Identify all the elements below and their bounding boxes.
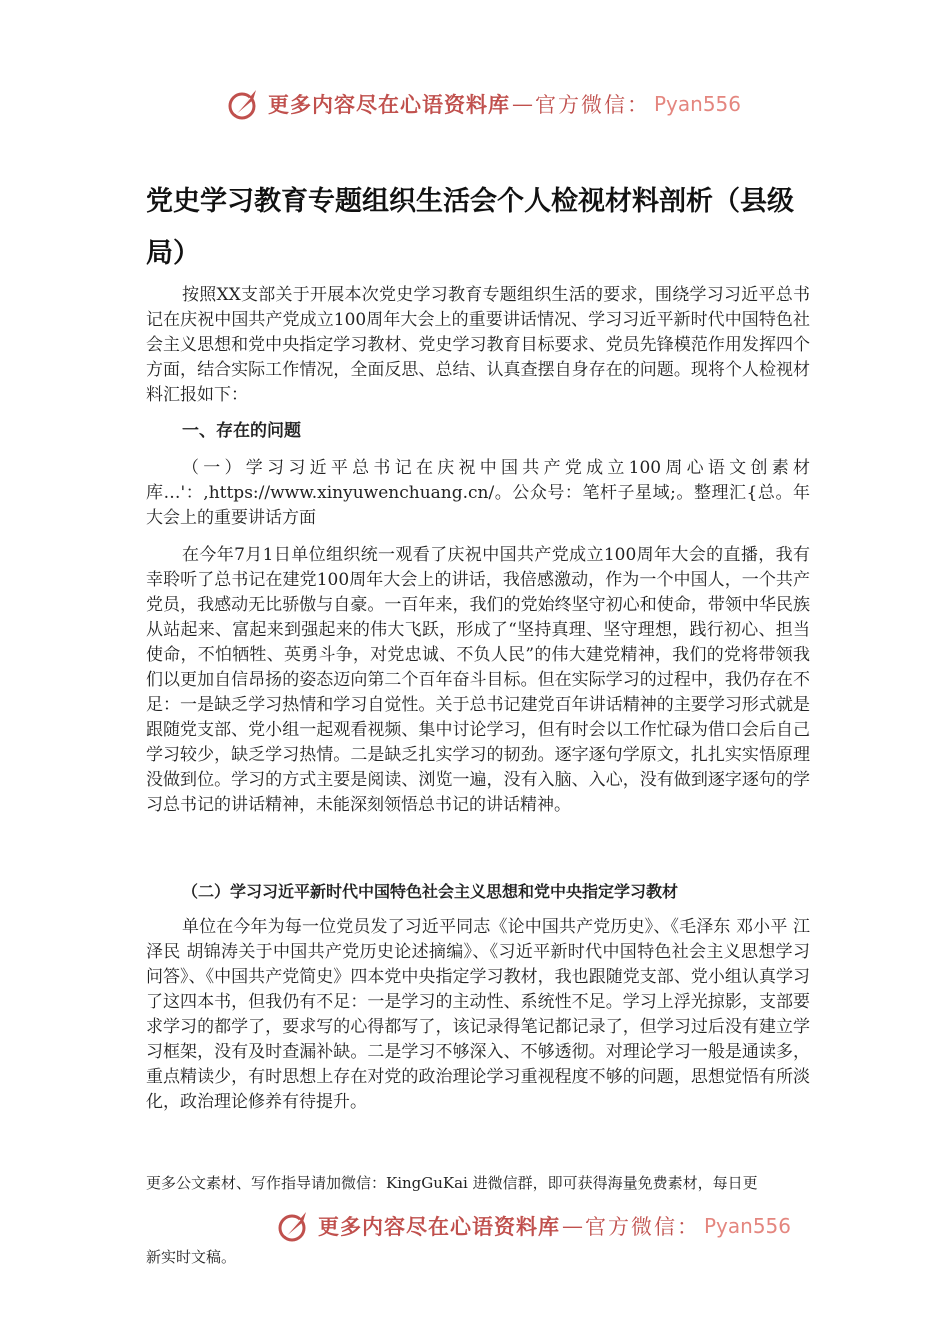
intro-paragraph: 按照XX支部关于开展本次党史学习教育专题组织生活的要求，围绕学习习近平总书记在庆祝中国共产党成立100周年大会上的重要讲话情况、学习习近平新时代中国特色社会主义思想和党中央指定学习教材、党史学习教育目标要求、党员先锋模范作用发挥四个方面，结合实际工作情况，全面反思、总结、认真查摆自身存在的问题。现将个人检视材料汇报如下： xyxy=(146,285,810,405)
banner-wechat-id: Pyan556 xyxy=(704,1214,792,1238)
banner-main-text: 更多内容尽在心语资料库 xyxy=(268,92,510,117)
subsection-1-heading: （一）学习习近平总书记在庆祝中国共产党成立100周心语文创素材库…'：,https://www.xinyuwenchuang.cn/。公众号：笔杆子星域;。整理汇{总。年大会上的重要讲话方面 xyxy=(146,458,810,528)
banner-wechat-id: Pyan556 xyxy=(654,92,742,116)
subsection-2 xyxy=(146,879,810,904)
subsection-2-body-wrap xyxy=(146,915,810,1115)
subsection-2-heading: （二）学习习近平新时代中国特色社会主义思想和党中央指定学习教材 xyxy=(182,882,679,901)
intro-section xyxy=(146,283,810,408)
banner-sub-text: 官方微信： xyxy=(535,93,650,117)
section-1-heading: 一、存在的问题 xyxy=(182,421,301,441)
subsection-2-body: 单位在今年为每一位党员发了习近平同志《论中国共产党历史》、《毛泽东 邓小平 江泽民 胡锦涛关于中国共产党历史论述摘编》、《习近平新时代中国特色社会主义思想学习问答》、《中国共产党简史》四本党中央指定学习教材，我也跟随党支部、党小组认真学习了这四本书，但我仍有不足：一是学习的主动性、系统性不足。学习上浮光掠影，支部要求学习的都学了，要求写的心得都写了，该记录得笔记都记录了，但学习过后没有建立学习框架，没有及时查漏补缺。二是学习不够深入、不够透彻。对理论学习一般是通读多，重点精读少，有时思想上存在对党的政治理论学习重视程度不够的问题，思想觉悟有所淡化，政治理论修养有待提升。 xyxy=(146,917,810,1112)
quill-logo-icon xyxy=(276,1208,312,1244)
subsection-1 xyxy=(146,456,810,531)
banner-sub-text: 官方微信： xyxy=(585,1215,700,1239)
header-banner xyxy=(226,86,741,122)
subsection-1-body-wrap xyxy=(146,543,810,818)
footer-banner xyxy=(276,1208,791,1244)
footer-line-1: 更多公文素材、写作指导请加微信：KingGuKai 进微信群，即可获得海量免费素材，每日更 xyxy=(146,1174,758,1192)
section-1 xyxy=(146,419,810,444)
footer-line-2: 新实时文稿。 xyxy=(146,1248,237,1266)
banner-dash: — xyxy=(562,1214,583,1238)
quill-logo-icon xyxy=(226,86,262,122)
document-title: 党史学习教育专题组织生活会个人检视材料剖析（县级局） xyxy=(146,186,794,269)
banner-main-text: 更多内容尽在心语资料库 xyxy=(318,1214,560,1239)
subsection-1-body: 在今年7月1日单位组织统一观看了庆祝中国共产党成立100周年大会的直播，我有幸聆听了总书记在建党100周年大会上的讲话，我倍感激动，作为一个中国人，一个共产党员，我感动无比骄傲与自豪。一百年来，我们的党始终坚守初心和使命，带领中华民族从站起来、富起来到强起来的伟大飞跃，形成了“坚持真理、坚守理想，践行初心、担当使命，不怕牺牲、英勇斗争，对党忠诚、不负人民”的伟大建党精神，我们的党将带领我们以更加自信昂扬的姿态迈向第二个百年奋斗目标。但在实际学习的过程中，我仍存在不足：一是缺乏学习热情和学习自觉性。关于总书记建党百年讲话精神的主要学习形式就是跟随党支部、党小组一起观看视频、集中讨论学习，但有时会以工作忙碌为借口会后自己学习较少，缺乏学习热情。二是缺乏扎实学习的韧劲。逐字逐句学原文，扎扎实实悟原理没做到位。学习的方式主要是阅读、浏览一遍，没有入脑、入心，没有做到逐字逐句的学习总书记的讲话精神，未能深刻领悟总书记的讲话精神。 xyxy=(146,545,810,815)
banner-dash: — xyxy=(512,92,533,116)
